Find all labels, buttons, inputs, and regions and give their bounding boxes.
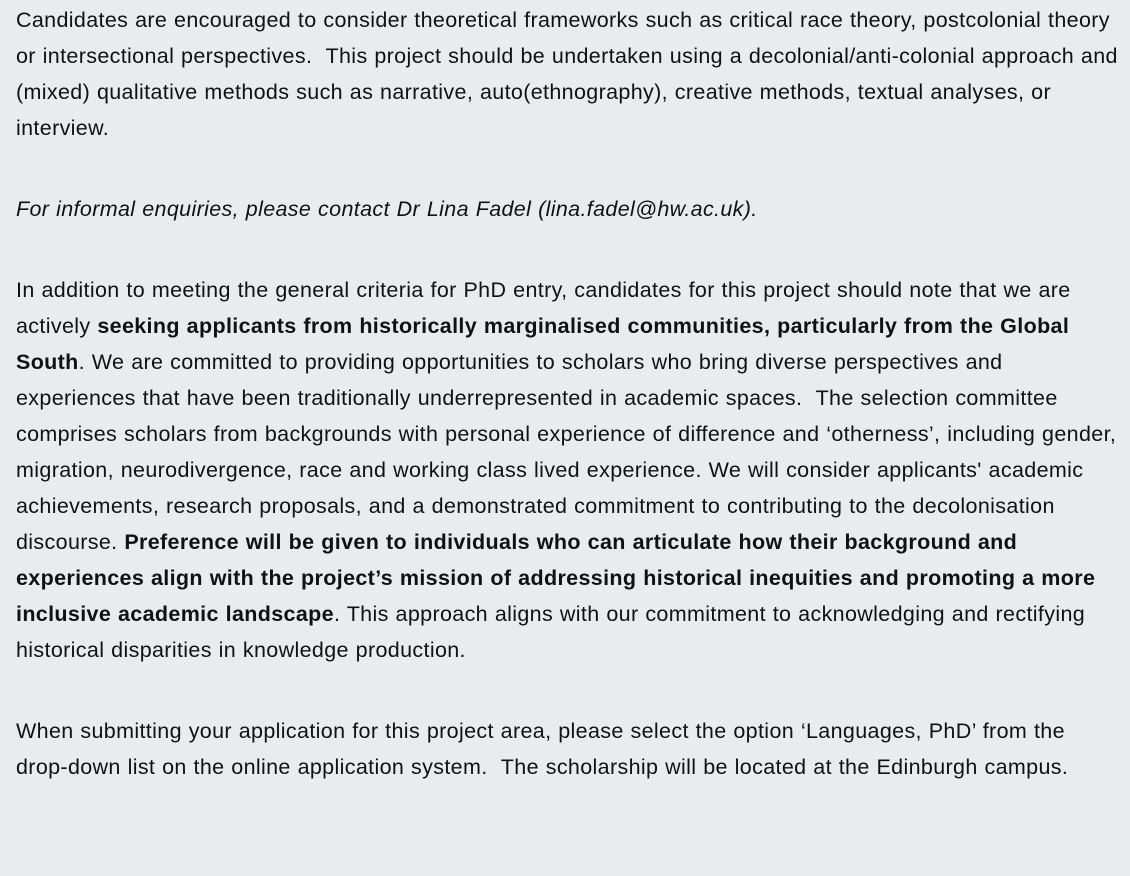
criteria-paragraph	[16, 272, 1122, 668]
submission-paragraph: When submitting your application for this project area, please select the option ‘Languages, PhD’ from the drop-down list on the online application system. The scholarship will be located at the Edinburgh campus.	[16, 719, 1072, 779]
criteria-text-body: . We are committed to providing opportunities to scholars who bring diverse perspectives and experiences that have been traditionally underrepresented in academic spaces. The selection committee comprises scholars from backgrounds with personal experience of difference and ‘otherness’, including gender, migration, neurodivergence, race and working class lived experience. We will consider applicants' academic achievements, research proposals, and a demonstrated commitment to contributing to the decolonisation discourse.	[16, 350, 1124, 554]
contact-paragraph: For informal enquiries, please contact Dr Lina Fadel (lina.fadel@hw.ac.uk).	[16, 197, 758, 221]
criteria-text-closing: . This approach aligns with our commitment to acknowledging and rectifying historical disparities in knowledge production.	[16, 602, 1092, 662]
frameworks-paragraph: Candidates are encouraged to consider theoretical frameworks such as critical race theory, postcolonial theory or intersectional perspectives. This project should be undertaken using a decolonial/anti-colonial approach and (mixed) qualitative methods such as narrative, auto(ethnography), creative methods, textual analyses, or interview.	[16, 8, 1125, 140]
criteria-text-intro: In addition to meeting the general criteria for PhD entry, candidates for this project should note that we are actively	[16, 278, 1078, 338]
criteria-emphasis-preference: Preference will be given to individuals who can articulate how their background and experiences align with the project’s mission of addressing historical inequities and promoting a more inclusive academic landscape	[16, 530, 1103, 626]
project-description	[16, 2, 1125, 785]
criteria-emphasis-marginalised: seeking applicants from historically marginalised communities, particularly from the Global South	[16, 314, 1077, 374]
